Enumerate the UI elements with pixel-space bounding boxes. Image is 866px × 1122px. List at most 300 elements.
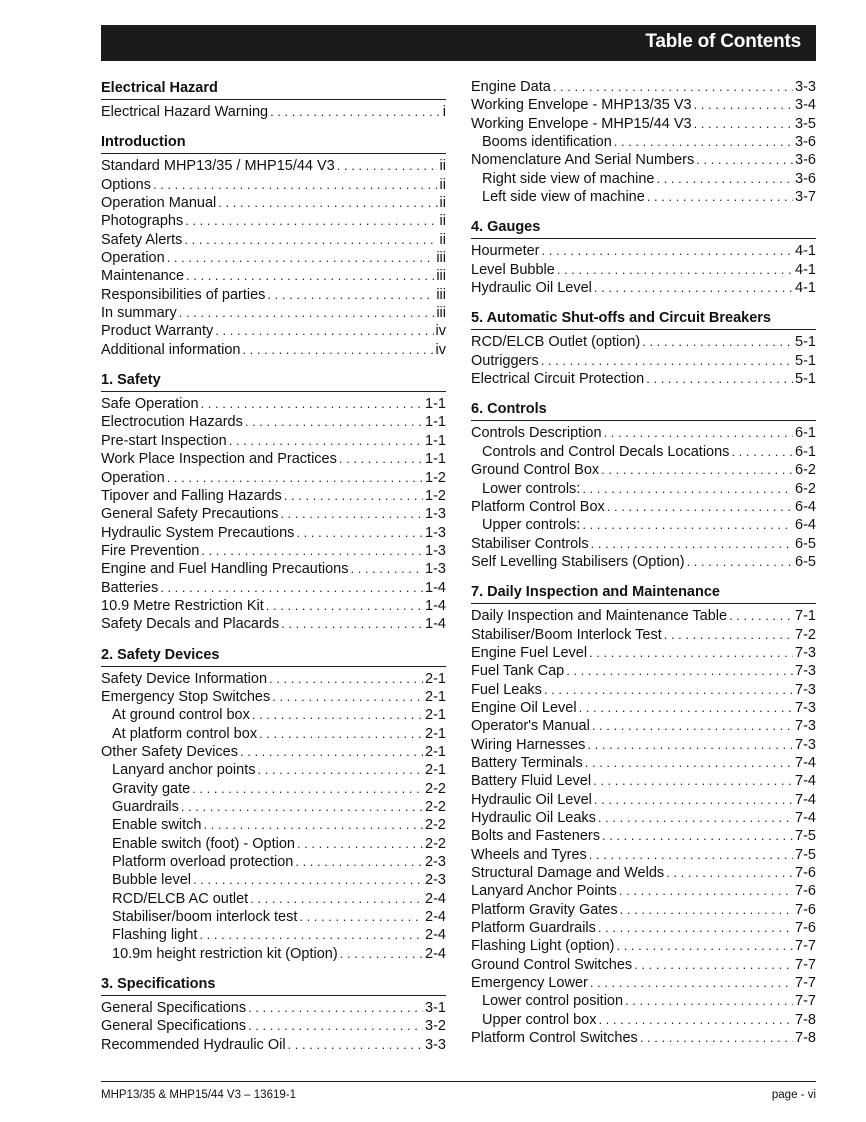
dot-leader xyxy=(266,597,423,615)
dot-leader xyxy=(598,809,793,827)
toc-entry-label: Safety Alerts xyxy=(101,231,183,248)
toc-entry[interactable] xyxy=(101,231,446,249)
toc-entry[interactable] xyxy=(101,597,446,615)
toc-entry-page: 4-1 xyxy=(795,243,816,260)
dot-leader xyxy=(731,443,793,461)
toc-entry-label: Electrical Hazard Warning xyxy=(101,104,269,120)
toc-entry[interactable] xyxy=(101,706,446,724)
toc-entry-page: 2-2 xyxy=(425,799,446,815)
toc-entry[interactable] xyxy=(471,279,816,297)
toc-entry-label: Hydraulic System Precautions xyxy=(101,524,295,541)
toc-entry-page: 3-7 xyxy=(795,189,816,206)
toc-entry-label: Pre-start Inspection xyxy=(101,432,227,449)
toc-entry-page: 3-6 xyxy=(795,152,816,169)
toc-entry-page: 1-3 xyxy=(425,561,446,578)
toc-entry-label: Engine Fuel Level xyxy=(471,644,588,661)
toc-entry-label: Platform Control Switches xyxy=(471,1030,638,1047)
toc-entry-label: 10.9 Metre Restriction Kit xyxy=(101,597,264,614)
dot-leader xyxy=(590,974,793,992)
toc-entry[interactable] xyxy=(471,662,816,680)
toc-entry-page: 5-1 xyxy=(795,334,816,351)
toc-entry-page: ii xyxy=(439,158,446,175)
section-heading-5-automatic-shut-offs-and-circuit-breakers: 5. Automatic Shut-offs and Circuit Breakers xyxy=(471,308,816,330)
toc-entry-page: 1-1 xyxy=(425,432,446,449)
toc-entry[interactable] xyxy=(101,560,446,578)
section-spacer xyxy=(471,206,816,217)
toc-entry[interactable] xyxy=(471,115,816,133)
toc-entry-page: i xyxy=(442,104,446,120)
dot-leader xyxy=(620,901,793,919)
toc-entry[interactable] xyxy=(101,286,446,304)
toc-entry[interactable] xyxy=(101,267,446,285)
toc-entry-page: 6-5 xyxy=(795,535,816,552)
toc-entry-page: 6-4 xyxy=(795,517,816,534)
toc-entry-page: ii xyxy=(439,213,446,230)
toc-entry-label: Outriggers xyxy=(471,352,539,369)
toc-entry-page: 7-6 xyxy=(795,883,816,900)
section-heading-6-controls: 6. Controls xyxy=(471,399,816,421)
toc-entry-page: 1-1 xyxy=(425,396,446,413)
toc-entry[interactable] xyxy=(471,882,816,900)
toc-entry-page: ii xyxy=(439,195,446,212)
toc-entry[interactable] xyxy=(471,901,816,919)
toc-entry[interactable] xyxy=(101,615,446,633)
toc-entry-page: 3-6 xyxy=(795,134,816,151)
toc-entry[interactable] xyxy=(101,743,446,761)
toc-entry-page: iii xyxy=(436,286,446,303)
toc-entry[interactable] xyxy=(471,644,816,662)
toc-entry[interactable] xyxy=(101,926,446,944)
toc-entry[interactable] xyxy=(471,809,816,827)
toc-entry[interactable] xyxy=(101,871,446,889)
toc-entry-label: Hydraulic Oil Level xyxy=(471,280,592,297)
toc-entry-label: Maintenance xyxy=(101,268,185,285)
toc-entry-page: 7-4 xyxy=(795,754,816,771)
toc-entry[interactable] xyxy=(471,681,816,699)
toc-entry-page: iv xyxy=(435,341,446,358)
toc-entry-page: 3-3 xyxy=(425,1036,446,1053)
dot-leader xyxy=(284,487,423,505)
toc-entry[interactable] xyxy=(101,853,446,871)
toc-entry[interactable] xyxy=(101,450,446,468)
toc-entry-label: Platform Control Box xyxy=(471,498,605,515)
toc-entry-label: Controls Description xyxy=(471,425,602,442)
toc-entry-page: 1-2 xyxy=(425,469,446,486)
dot-leader xyxy=(258,761,424,779)
toc-entry-label: Stabiliser/boom interlock test xyxy=(112,909,298,926)
toc-entry-page: 7-3 xyxy=(795,736,816,753)
toc-entry-label: Standard MHP13/35 / MHP15/44 V3 xyxy=(101,158,335,175)
dot-leader xyxy=(199,926,423,944)
dot-leader xyxy=(340,945,423,963)
toc-entry-page: 6-1 xyxy=(795,443,816,460)
dot-leader xyxy=(591,535,793,553)
toc-entry[interactable] xyxy=(101,890,446,908)
section-heading-2-safety-devices: 2. Safety Devices xyxy=(101,645,446,667)
toc-entry[interactable] xyxy=(471,151,816,169)
toc-entry-label: Daily Inspection and Maintenance Table xyxy=(471,608,728,625)
toc-entry-page: 6-4 xyxy=(795,498,816,515)
toc-entry-page: 3-2 xyxy=(425,1018,446,1035)
dot-leader xyxy=(694,96,793,114)
toc-entry-label: In summary xyxy=(101,305,177,322)
toc-entry-label: Upper controls: xyxy=(482,517,581,534)
toc-entry[interactable] xyxy=(471,717,816,735)
toc-entry-page: 4-1 xyxy=(795,280,816,297)
dot-leader xyxy=(186,267,434,285)
toc-entry[interactable] xyxy=(101,670,446,688)
dot-leader xyxy=(179,304,435,322)
toc-entry[interactable] xyxy=(471,736,816,754)
toc-entry-label: Lower control position xyxy=(482,993,624,1010)
toc-entry-label: Lanyard anchor points xyxy=(112,762,256,779)
toc-entry-label: Operation xyxy=(101,469,165,486)
toc-entry[interactable] xyxy=(101,304,446,322)
toc-entry-label: Ground Control Switches xyxy=(471,956,633,973)
toc-entry-page: 2-4 xyxy=(425,927,446,944)
toc-entry-label: Work Place Inspection and Practices xyxy=(101,451,337,468)
toc-entry-label: Booms identification xyxy=(482,134,612,151)
toc-entry-page: 7-2 xyxy=(795,626,816,643)
section-heading-3-specifications: 3. Specifications xyxy=(101,974,446,996)
toc-entry-label: RCD/ELCB AC outlet xyxy=(112,890,249,907)
toc-entry-label: Hydraulic Oil Level xyxy=(471,791,592,808)
toc-entry[interactable] xyxy=(471,974,816,992)
section-spacer xyxy=(101,634,446,645)
dot-leader xyxy=(250,890,423,908)
toc-entry-label: Enable switch (foot) - Option xyxy=(112,835,295,852)
toc-entry-label: Options xyxy=(101,176,151,193)
toc-entry[interactable] xyxy=(101,761,446,779)
toc-entry-label: Engine Oil Level xyxy=(471,699,577,716)
toc-entry-page: 7-5 xyxy=(795,846,816,863)
toc-entry-label: Upper control box xyxy=(482,1011,597,1028)
toc-entry[interactable] xyxy=(101,341,446,359)
toc-entry-page: iii xyxy=(436,305,446,322)
toc-entry-page: 2-4 xyxy=(425,890,446,907)
dot-leader xyxy=(215,322,433,340)
toc-entry-label: At ground control box xyxy=(112,707,250,724)
toc-entry-label: Right side view of machine xyxy=(482,170,655,187)
toc-entry-page: 2-1 xyxy=(425,688,446,705)
dot-leader xyxy=(153,176,438,194)
dot-leader xyxy=(281,615,423,633)
dot-leader xyxy=(297,835,423,853)
toc-entry[interactable] xyxy=(471,772,816,790)
toc-entry[interactable] xyxy=(471,937,816,955)
dot-leader xyxy=(242,341,433,359)
toc-entry-label: Additional information xyxy=(101,341,241,358)
toc-entry-page: 2-2 xyxy=(425,780,446,797)
toc-entry[interactable] xyxy=(471,919,816,937)
toc-entry[interactable] xyxy=(101,432,446,450)
toc-entry[interactable] xyxy=(101,798,446,816)
dot-leader xyxy=(619,882,793,900)
toc-entry-label: Hydraulic Oil Leaks xyxy=(471,810,596,826)
dot-leader xyxy=(687,553,793,571)
toc-entry[interactable] xyxy=(471,516,816,534)
toc-entry[interactable] xyxy=(471,553,816,571)
toc-entry-page: 2-2 xyxy=(425,817,446,834)
section-heading-electrical-hazard: Electrical Hazard xyxy=(101,78,446,100)
toc-entry[interactable] xyxy=(101,908,446,926)
toc-entry[interactable] xyxy=(101,469,446,487)
toc-entry-page: 2-1 xyxy=(425,670,446,687)
toc-entry[interactable] xyxy=(471,480,816,498)
dot-leader xyxy=(167,469,423,487)
dot-leader xyxy=(245,413,423,431)
toc-entry-page: 3-6 xyxy=(795,170,816,187)
dot-leader xyxy=(193,871,423,889)
dot-leader xyxy=(542,242,794,260)
toc-entry[interactable] xyxy=(471,170,816,188)
toc-entry[interactable] xyxy=(471,864,816,882)
toc-entry-page: 3-1 xyxy=(425,1000,446,1017)
toc-entry[interactable] xyxy=(471,626,816,644)
toc-entry-label: Engine Data xyxy=(471,79,551,95)
toc-entry-label: Photographs xyxy=(101,213,184,230)
dot-leader xyxy=(270,103,441,121)
toc-entry-page: iii xyxy=(436,250,446,267)
toc-entry[interactable] xyxy=(101,505,446,523)
toc-entry-page: 2-1 xyxy=(425,725,446,742)
dot-leader xyxy=(541,352,793,370)
dot-leader xyxy=(602,827,793,845)
toc-entry-page: 5-1 xyxy=(795,352,816,369)
toc-entry-label: Gravity gate xyxy=(112,780,191,797)
toc-entry[interactable] xyxy=(471,352,816,370)
toc-entry-page: 7-6 xyxy=(795,920,816,937)
toc-entry[interactable] xyxy=(101,212,446,230)
dot-leader xyxy=(614,133,793,151)
toc-entry-page: 1-4 xyxy=(425,616,446,633)
toc-entry-label: Other Safety Devices xyxy=(101,743,238,760)
toc-right-column xyxy=(471,78,816,1047)
toc-entry-label: Batteries xyxy=(101,579,159,596)
toc-entry-page: 1-1 xyxy=(425,414,446,431)
toc-entry[interactable] xyxy=(101,542,446,560)
dot-leader xyxy=(582,516,793,534)
header-bar xyxy=(101,25,816,61)
toc-entry-label: Operation Manual xyxy=(101,195,217,212)
toc-entry-label: General Safety Precautions xyxy=(101,506,279,523)
toc-entry[interactable] xyxy=(101,249,446,267)
toc-entry[interactable] xyxy=(471,607,816,625)
toc-entry[interactable] xyxy=(471,188,816,206)
toc-entry-page: 1-4 xyxy=(425,597,446,614)
dot-leader xyxy=(625,992,793,1010)
section-spacer xyxy=(101,963,446,974)
toc-entry-label: Tipover and Falling Hazards xyxy=(101,487,282,504)
dot-leader xyxy=(299,908,423,926)
section-heading-4-gauges: 4. Gauges xyxy=(471,217,816,239)
toc-entry-page: 1-1 xyxy=(425,451,446,468)
dot-leader xyxy=(579,699,793,717)
toc-entry-label: Enable switch xyxy=(112,817,202,834)
toc-entry[interactable] xyxy=(101,413,446,431)
toc-entry-page: 3-3 xyxy=(795,79,816,95)
dot-leader xyxy=(647,188,793,206)
toc-entry-page: 1-3 xyxy=(425,506,446,523)
toc-entry-label: Controls and Control Decals Locations xyxy=(482,443,730,460)
toc-entry-page: 2-2 xyxy=(425,835,446,852)
dot-leader xyxy=(666,864,793,882)
toc-entry[interactable] xyxy=(471,424,816,442)
section-spacer xyxy=(471,571,816,582)
page-title: Table of Contents xyxy=(645,31,801,52)
dot-leader xyxy=(339,450,423,468)
toc-entry-label: Structural Damage and Welds xyxy=(471,865,665,882)
dot-leader xyxy=(594,279,793,297)
toc-entry-label: Electrical Circuit Protection xyxy=(471,371,645,388)
toc-entry-label: RCD/ELCB Outlet (option) xyxy=(471,334,641,351)
dot-leader xyxy=(192,780,423,798)
toc-entry[interactable] xyxy=(101,487,446,505)
dot-leader xyxy=(594,791,793,809)
toc-entry[interactable] xyxy=(101,945,446,963)
toc-entry-label: Fuel Tank Cap xyxy=(471,663,565,680)
toc-entry-page: 7-3 xyxy=(795,699,816,716)
toc-entry-page: 7-8 xyxy=(795,1011,816,1028)
toc-entry-page: 6-2 xyxy=(795,480,816,497)
dot-leader xyxy=(203,816,423,834)
toc-entry[interactable] xyxy=(101,999,446,1017)
toc-entry[interactable] xyxy=(101,194,446,212)
toc-entry-page: 6-2 xyxy=(795,462,816,479)
toc-entry[interactable] xyxy=(101,524,446,542)
toc-entry[interactable] xyxy=(471,333,816,351)
toc-entry[interactable] xyxy=(101,157,446,175)
dot-leader xyxy=(634,956,793,974)
toc-entry[interactable] xyxy=(471,461,816,479)
section-heading-introduction: Introduction xyxy=(101,132,446,154)
toc-entry[interactable] xyxy=(471,96,816,114)
toc-entry[interactable] xyxy=(471,827,816,845)
toc-entry-page: iii xyxy=(436,268,446,285)
section-spacer xyxy=(471,388,816,399)
toc-entry[interactable] xyxy=(101,780,446,798)
toc-entry[interactable] xyxy=(471,242,816,260)
toc-entry[interactable] xyxy=(101,103,446,121)
toc-entry[interactable] xyxy=(471,370,816,388)
toc-entry-page: 7-4 xyxy=(795,791,816,808)
toc-entry-page: 7-4 xyxy=(795,773,816,790)
toc-entry-label: Lanyard Anchor Points xyxy=(471,883,617,900)
toc-entry-label: Left side view of machine xyxy=(482,189,645,206)
toc-entry-page: 2-1 xyxy=(425,707,446,724)
toc-entry-label: Fuel Leaks xyxy=(471,681,542,698)
toc-entry-label: Working Envelope - MHP13/35 V3 xyxy=(471,97,692,114)
toc-entry[interactable] xyxy=(471,956,816,974)
toc-entry[interactable] xyxy=(471,846,816,864)
toc-entry[interactable] xyxy=(471,992,816,1010)
dot-leader xyxy=(664,626,793,644)
toc-entry-label: Safety Decals and Placards xyxy=(101,616,280,633)
dot-leader xyxy=(582,480,793,498)
toc-entry[interactable] xyxy=(471,498,816,516)
toc-entry-label: Nomenclature And Serial Numbers xyxy=(471,152,695,169)
dot-leader xyxy=(160,579,423,597)
toc-entry[interactable] xyxy=(101,1017,446,1035)
toc-entry[interactable] xyxy=(471,1011,816,1029)
toc-entry-label: General Specifications xyxy=(101,1018,247,1035)
toc-entry[interactable] xyxy=(101,322,446,340)
toc-entry[interactable] xyxy=(471,261,816,279)
toc-entry[interactable] xyxy=(471,754,816,772)
toc-entry-page: 7-4 xyxy=(795,810,816,826)
toc-entry-page: 7-3 xyxy=(795,644,816,661)
toc-entry[interactable] xyxy=(471,1029,816,1047)
toc-entry[interactable] xyxy=(471,699,816,717)
toc-entry[interactable] xyxy=(471,535,816,553)
section-spacer xyxy=(471,297,816,308)
dot-leader xyxy=(240,743,423,761)
dot-leader xyxy=(218,194,437,212)
toc-entry[interactable] xyxy=(101,1036,446,1054)
dot-leader xyxy=(167,249,435,267)
toc-entry-label: Bolts and Fasteners xyxy=(471,828,600,845)
toc-entry[interactable] xyxy=(101,688,446,706)
dot-leader xyxy=(694,115,793,133)
toc-entry-page: 7-3 xyxy=(795,681,816,698)
dot-leader xyxy=(642,333,793,351)
toc-entry-page: 7-5 xyxy=(795,828,816,845)
toc-entry-page: 2-3 xyxy=(425,872,446,889)
toc-entry-label: Ground Control Box xyxy=(471,462,600,479)
toc-entry-label: Guardrails xyxy=(112,799,179,815)
dot-leader xyxy=(259,725,423,743)
toc-entry[interactable] xyxy=(471,78,816,96)
toc-entry-page: 7-7 xyxy=(795,975,816,992)
toc-entry-label: Hourmeter xyxy=(471,243,540,260)
toc-entry-label: 10.9m height restriction kit (Option) xyxy=(112,945,338,962)
toc-entry-page: 4-1 xyxy=(795,261,816,278)
toc-entry-label: Operation xyxy=(101,250,165,267)
toc-entry-label: Flashing light xyxy=(112,927,198,944)
toc-entry-label: Platform overload protection xyxy=(112,854,294,871)
footer-page-number: page - vi xyxy=(771,1089,816,1101)
footer-divider xyxy=(101,1081,816,1082)
dot-leader xyxy=(337,157,438,175)
toc-entry[interactable] xyxy=(101,835,446,853)
toc-entry-page: 2-3 xyxy=(425,854,446,871)
toc-entry-label: General Specifications xyxy=(101,1000,247,1017)
toc-entry-page: 7-8 xyxy=(795,1030,816,1047)
toc-entry-page: 2-4 xyxy=(425,945,446,962)
toc-entry-page: ii xyxy=(439,176,446,193)
dot-leader xyxy=(593,772,793,790)
toc-entry-page: 7-6 xyxy=(795,901,816,918)
dot-leader xyxy=(280,505,423,523)
toc-entry[interactable] xyxy=(101,395,446,413)
toc-entry[interactable] xyxy=(101,176,446,194)
toc-entry-label: Fire Prevention xyxy=(101,542,200,559)
toc-entry-page: iv xyxy=(435,323,446,340)
toc-entry[interactable] xyxy=(101,816,446,834)
toc-entry[interactable] xyxy=(471,791,816,809)
toc-entry-page: 7-7 xyxy=(795,993,816,1010)
toc-entry-page: 6-5 xyxy=(795,553,816,570)
toc-entry[interactable] xyxy=(101,579,446,597)
dot-leader xyxy=(295,853,423,871)
toc-entry[interactable] xyxy=(471,133,816,151)
dot-leader xyxy=(201,395,423,413)
toc-entry[interactable] xyxy=(471,443,816,461)
section-heading-7-daily-inspection-and-maintenance: 7. Daily Inspection and Maintenance xyxy=(471,582,816,604)
toc-entry[interactable] xyxy=(101,725,446,743)
dot-leader xyxy=(185,212,437,230)
toc-entry-page: 1-4 xyxy=(425,579,446,596)
